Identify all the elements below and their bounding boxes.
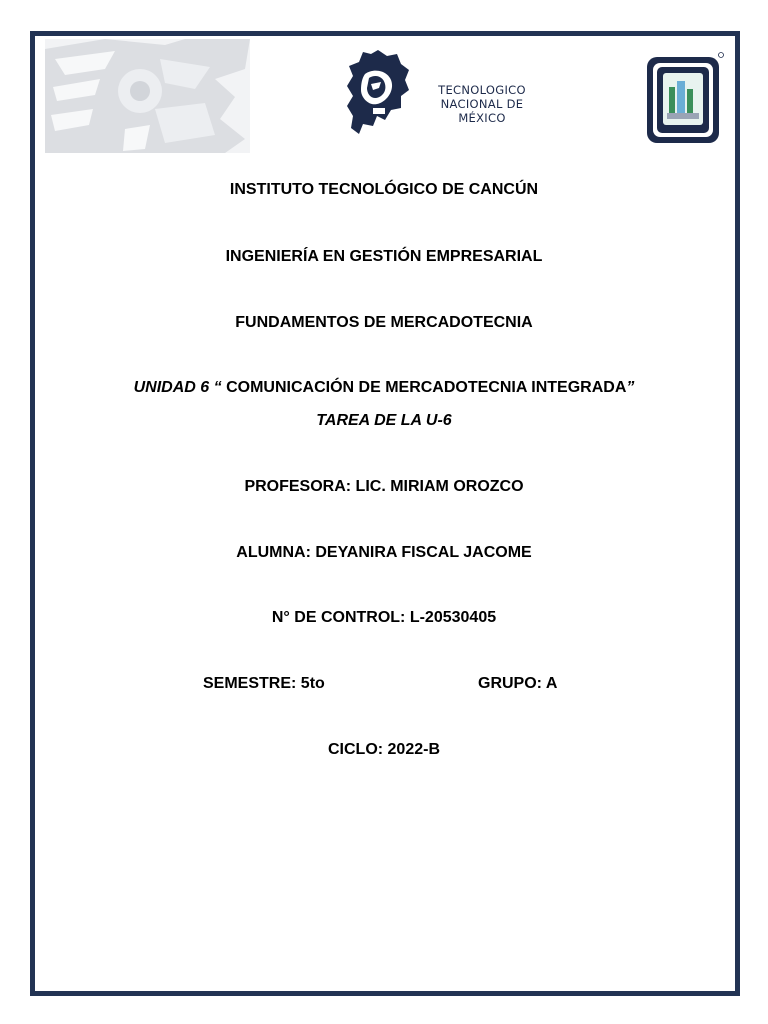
unit-open-quote: “ bbox=[213, 379, 227, 396]
page-border bbox=[30, 31, 740, 996]
institution-name: INSTITUTO TECNOLÓGICO DE CANCÚN bbox=[229, 181, 539, 198]
subject-name: FUNDAMENTOS DE MERCADOTECNIA bbox=[235, 314, 533, 331]
task-title: TAREA DE LA U-6 bbox=[316, 412, 452, 429]
unit-title: COMUNICACIÓN DE MERCADOTECNIA INTEGRADA bbox=[226, 379, 627, 396]
tecnm-wordmark-line2: NACIONAL DE MÉXICO bbox=[440, 97, 524, 125]
cycle: CICLO: 2022-B bbox=[327, 741, 441, 758]
group: GRUPO: A bbox=[478, 675, 558, 692]
career-name: INGENIERÍA EN GESTIÓN EMPRESARIAL bbox=[225, 248, 543, 265]
unit-close-quote: ” bbox=[626, 379, 635, 396]
student-name: ALUMNA: DEYANIRA FISCAL JACOME bbox=[236, 544, 532, 561]
tecnm-wordmark-line1: TECNOLOGICO bbox=[438, 83, 526, 97]
header-banner bbox=[35, 36, 735, 156]
tecnm-wordmark bbox=[417, 83, 547, 125]
tecnm-gear-logo bbox=[343, 46, 413, 146]
professor-name: PROFESORA: LIC. MIRIAM OROZCO bbox=[244, 478, 524, 495]
decorative-banner-image bbox=[45, 39, 250, 153]
control-number: N° DE CONTROL: L-20530405 bbox=[271, 609, 497, 626]
unit-prefix: UNIDAD 6 bbox=[133, 379, 214, 396]
unit-title-line bbox=[0, 379, 768, 397]
semester: SEMESTRE: 5to bbox=[203, 675, 325, 692]
itc-seal-logo bbox=[645, 51, 725, 146]
